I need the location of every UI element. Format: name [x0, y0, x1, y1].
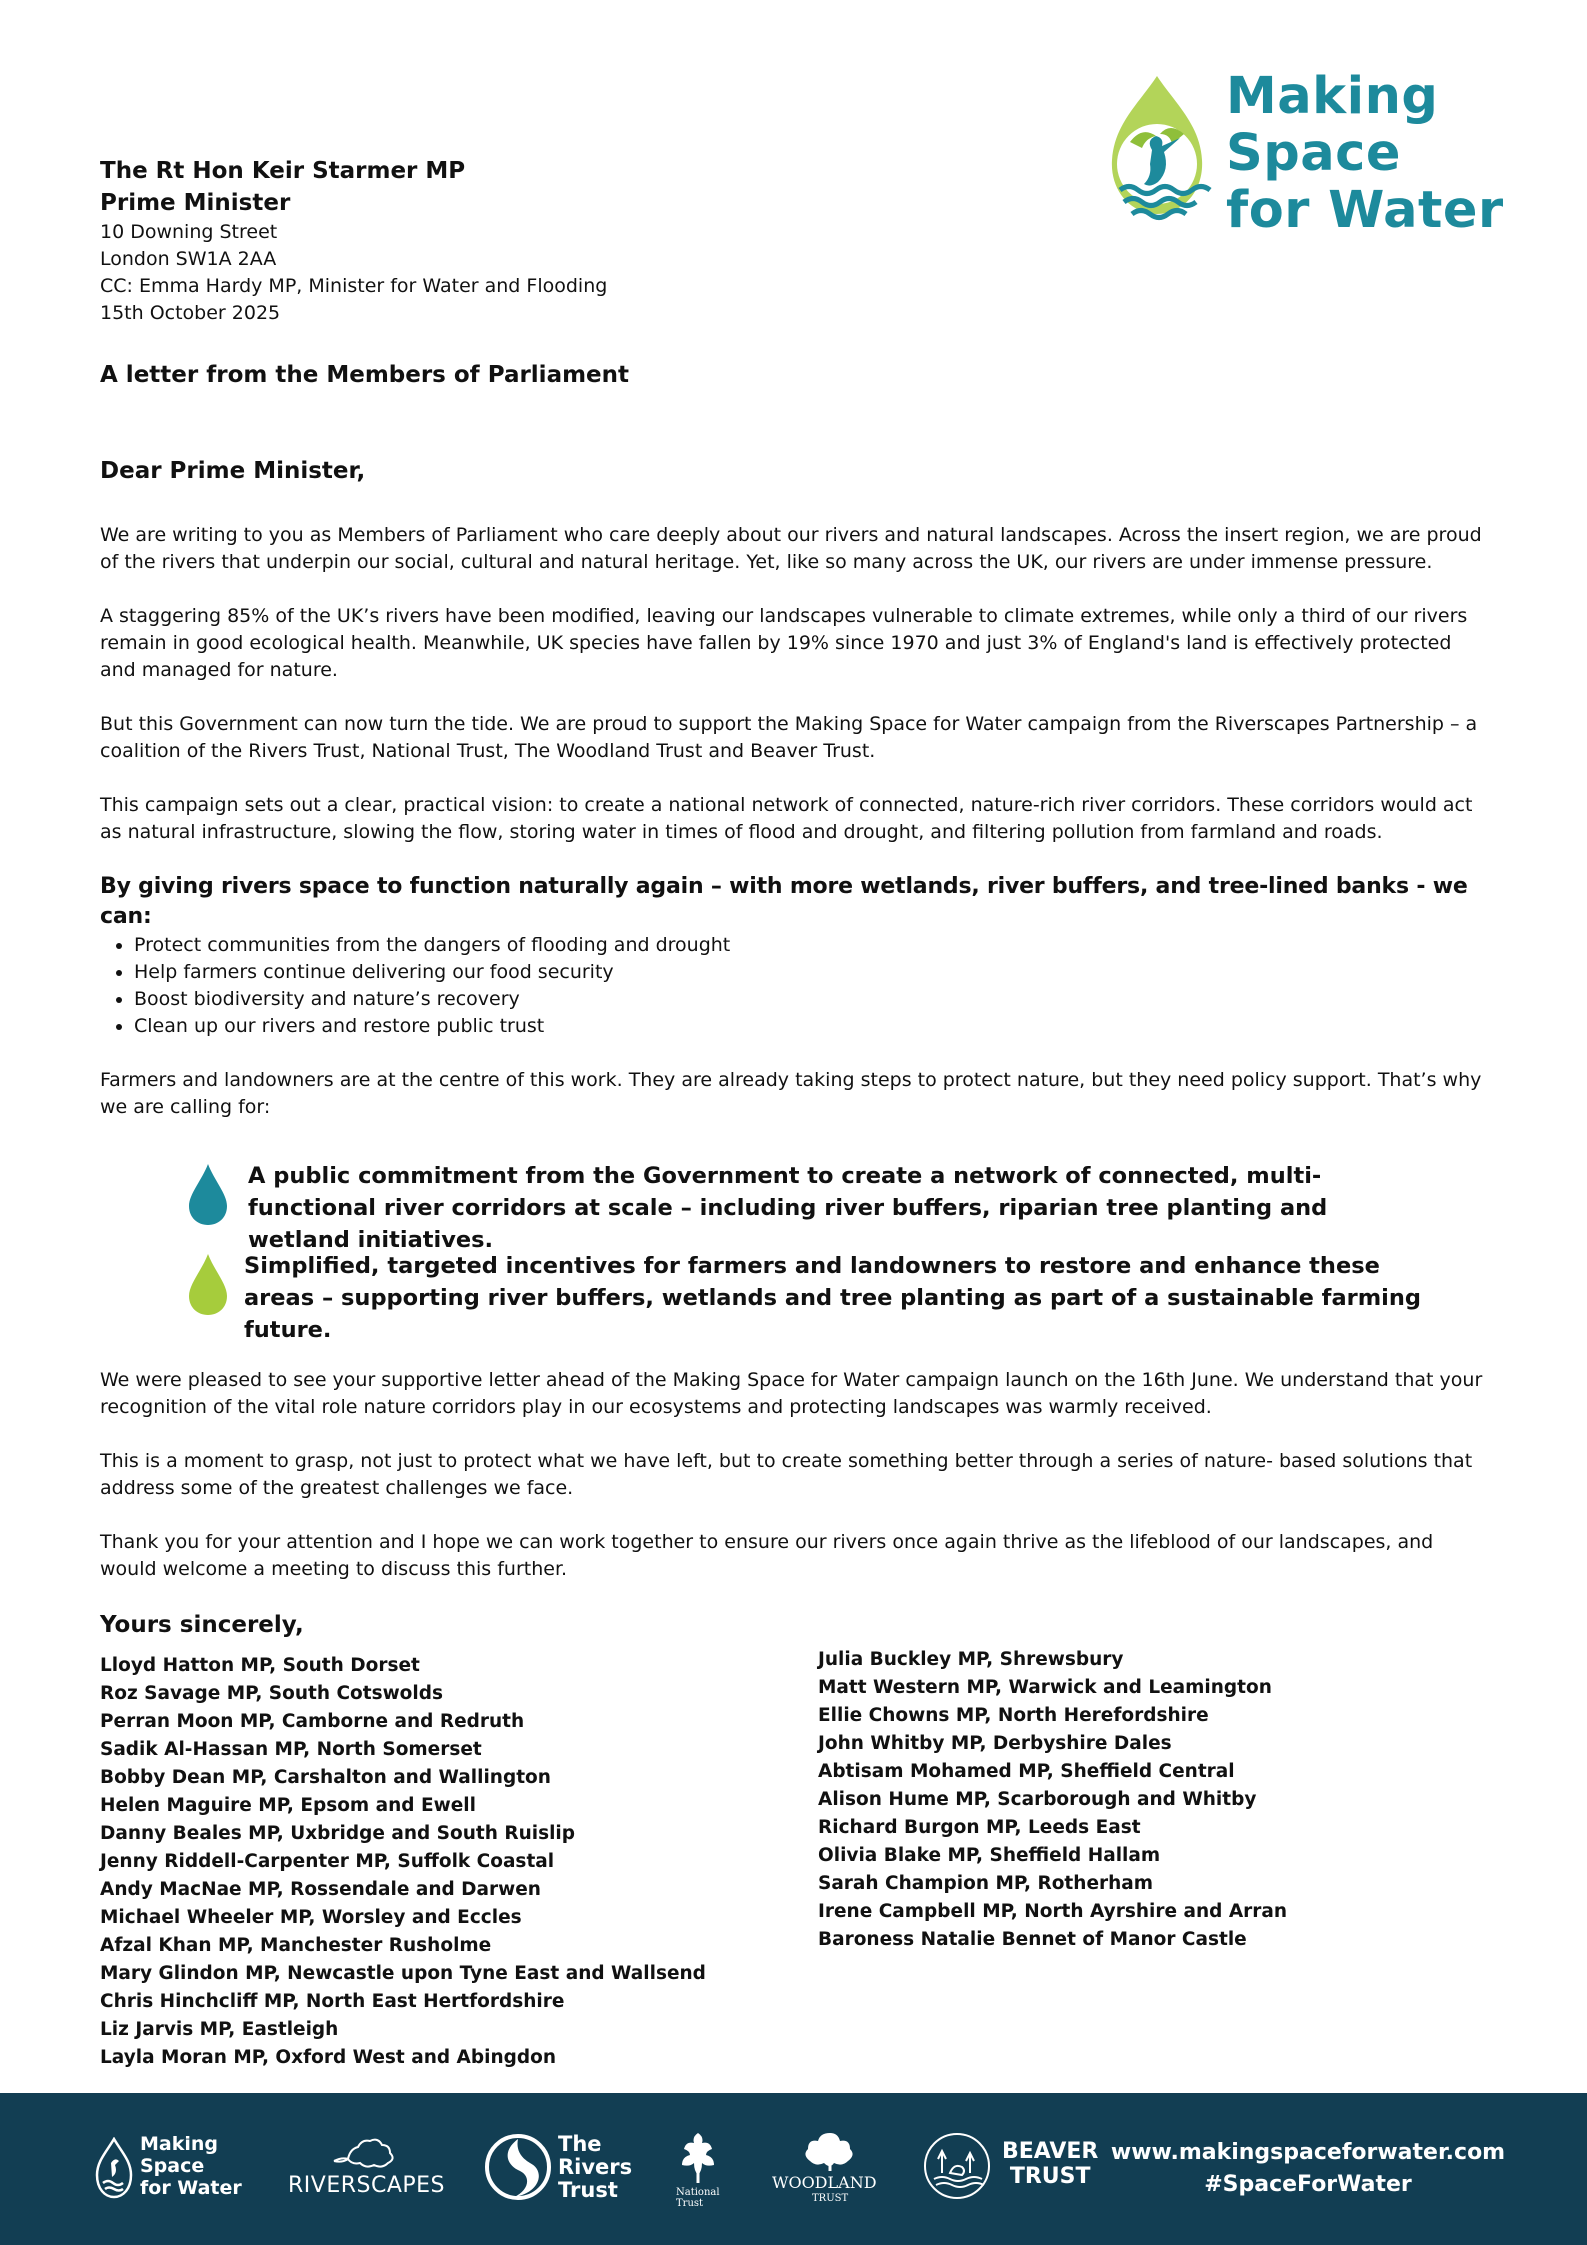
signatory: Liz Jarvis MP, Eastleigh: [100, 2019, 339, 2040]
hashtag: #SpaceForWater: [1204, 2172, 1412, 2197]
logo-text-line: Space: [1226, 124, 1401, 183]
footer-rivers-trust-line: The: [558, 2132, 602, 2156]
beaver-landscape-icon: [922, 2129, 992, 2203]
benefits-list: [100, 932, 730, 1040]
signatory: Baroness Natalie Bennet of Manor Castle: [818, 1929, 1247, 1950]
making-space-for-water-logo: [1100, 62, 1504, 242]
signatory: Olivia Blake MP, Sheffield Hallam: [818, 1845, 1161, 1866]
footer-rivers-trust-logo: [484, 2131, 634, 2205]
signatory: Irene Campbell MP, North Ayrshire and Arran: [818, 1901, 1288, 1922]
signatory: Ellie Chowns MP, North Herefordshire: [818, 1705, 1209, 1726]
body-paragraph: But this Government can now turn the tide. We are proud to support the Making Space for Water campaign from the Riverscapes Partnership – a coalition of the Rivers Trust, National Trust, The Woodland Trust and Beaver Trust.: [100, 713, 1478, 762]
address-line: London SW1A 2AA: [100, 248, 277, 270]
footer-national-trust-text: [676, 2187, 720, 2209]
signatory: Jenny Riddell-Carpenter MP, Suffolk Coastal: [100, 1851, 555, 1872]
signatory: Afzal Khan MP, Manchester Rusholme: [100, 1935, 492, 1956]
footer-woodland-subtext: TRUST: [812, 2193, 849, 2204]
signatory: Richard Burgon MP, Leeds East: [818, 1817, 1141, 1838]
signatory: Lloyd Hatton MP, South Dorset: [100, 1655, 420, 1676]
oak-leaf-icon: [328, 2135, 408, 2171]
signatory: Abtisam Mohamed MP, Sheffield Central: [818, 1761, 1235, 1782]
signatory: Danny Beales MP, Uxbridge and South Ruislip: [100, 1823, 576, 1844]
footer-msw-line: Making: [140, 2133, 219, 2155]
website-link[interactable]: www.makingspaceforwater.com: [1110, 2140, 1506, 2165]
sign-off: Yours sincerely,: [100, 1612, 304, 1638]
footer-rivers-trust-line: Trust: [558, 2178, 618, 2202]
signatories-right-column: [818, 1646, 1287, 1954]
footer-msw-text: [140, 2133, 242, 2199]
footer-msw-logo: [94, 2133, 254, 2203]
footer-beaver-text: [1002, 2139, 1098, 2189]
list-item: • Boost biodiversity and nature’s recovery: [134, 986, 730, 1013]
tree-leaves-icon: [800, 2129, 860, 2171]
signatory: Andy MacNae MP, Rossendale and Darwen: [100, 1879, 541, 1900]
salutation: Dear Prime Minister,: [100, 458, 366, 484]
signatory: Michael Wheeler MP, Worsley and Eccles: [100, 1907, 522, 1928]
body-paragraph: This campaign sets out a clear, practical vision: to create a national network of connected, nature-rich river corridors. These corridors would act as natural infrastructure, slowing the flow, storing water in times of flood and drought, and filtering pollution from farmland and roads.: [100, 794, 1473, 843]
footer-national-trust-logo: [672, 2129, 728, 2209]
body-paragraph: A staggering 85% of the UK’s rivers have been modified, leaving our landscapes vulnerable to climate extremes, while only a third of our rivers remain in good ecological health. Meanwhile, UK species have fallen by 19% since 1970 and just 3% of England's land is effectively protected and managed for nature.: [100, 605, 1468, 681]
signatory: Sarah Champion MP, Rotherham: [818, 1873, 1154, 1894]
signatory: Mary Glindon MP, Newcastle upon Tyne East and Wallsend: [100, 1963, 706, 1984]
recipient-address-block: [100, 155, 1000, 327]
footer-beaver-line: TRUST: [1009, 2164, 1091, 2189]
footer-riverscapes-logo: [288, 2135, 448, 2205]
footer-msw-line: for Water: [140, 2177, 242, 2199]
list-item: • Protect communities from the dangers of flooding and drought: [134, 932, 730, 959]
footer-rivers-trust-line: Rivers: [558, 2155, 633, 2179]
cc-line: CC: Emma Hardy MP, Minister for Water and Flooding: [100, 275, 608, 297]
benefits-subheading: By giving rivers space to function naturally again – with more wetlands, river buffers, and tree-lined banks - we can:: [100, 874, 1468, 929]
body-paragraph: We were pleased to see your supportive letter ahead of the Making Space for Water campaign launch on the 16th June. We understand that your recognition of the vital role nature corridors play in our ecosystems and protecting landscapes was warmly received.: [100, 1369, 1483, 1418]
footer-woodland-text: WOODLAND: [772, 2173, 877, 2192]
signatories-left-column: [100, 1652, 706, 2072]
signatory: Alison Hume MP, Scarborough and Whitby: [818, 1789, 1257, 1810]
body-paragraph: Farmers and landowners are at the centre of this work. They are already taking steps to protect nature, but they need policy support. That’s why we are calling for:: [100, 1069, 1482, 1118]
policy-ask-text: Simplified, targeted incentives for farmers and landowners to restore and enhance these areas – supporting river buffers, wetlands and tree planting as part of a sustainable farming future.: [244, 1253, 1422, 1343]
footer-beaver-line: BEAVER: [1002, 2139, 1099, 2164]
body-paragraph: Thank you for your attention and I hope we can work together to ensure our rivers once again thrive as the lifeblood of our landscapes, and would welcome a meeting to discuss this further.: [100, 1531, 1434, 1580]
logo-text-line: Making: [1226, 67, 1439, 126]
heron-water-drop-icon: [94, 2137, 134, 2201]
footer-rivers-trust-text: [558, 2133, 632, 2202]
footer-woodland-trust-logo: [770, 2129, 890, 2209]
signatory: Layla Moran MP, Oxford West and Abingdon: [100, 2047, 556, 2068]
teal-water-drop-icon: [186, 1162, 230, 1226]
rivers-trust-swirl-icon: [484, 2131, 552, 2203]
letter-date: 15th October 2025: [100, 302, 281, 324]
signatory: Perran Moon MP, Camborne and Redruth: [100, 1711, 525, 1732]
policy-ask-text: A public commitment from the Government to create a network of connected, multi-functional river corridors at scale – including river buffers, riparian tree planting and wetland initiatives.: [248, 1163, 1328, 1253]
recipient-name: The Rt Hon Keir Starmer MP: [100, 158, 466, 184]
green-water-drop-icon: [186, 1252, 230, 1316]
signatory: Roz Savage MP, South Cotswolds: [100, 1683, 443, 1704]
footer-national-trust-line: National: [676, 2187, 720, 2198]
signatory: Helen Maguire MP, Epsom and Ewell: [100, 1795, 476, 1816]
signatory: Matt Western MP, Warwick and Leamington: [818, 1677, 1272, 1698]
heron-water-drop-icon: [1100, 72, 1215, 232]
footer-msw-line: Space: [140, 2155, 205, 2177]
footer-riverscapes-text: RIVERSCAPES: [288, 2173, 446, 2198]
body-paragraph: We are writing to you as Members of Parliament who care deeply about our rivers and natural landscapes. Across the insert region, we are proud of the rivers that underpin our social, cultural and natural heritage. Yet, like so many across the UK, our rivers are under immense pressure.: [100, 524, 1482, 573]
signatory: Sadik Al-Hassan MP, North Somerset: [100, 1739, 482, 1760]
partner-footer: [0, 2093, 1587, 2245]
signatory: Chris Hinchcliff MP, North East Hertfordshire: [100, 1991, 565, 2012]
signatory: Julia Buckley MP, Shrewsbury: [818, 1649, 1124, 1670]
recipient-title: Prime Minister: [100, 190, 291, 216]
list-item: • Help farmers continue delivering our food security: [134, 959, 730, 986]
signatory: Bobby Dean MP, Carshalton and Wallington: [100, 1767, 551, 1788]
body-paragraph: This is a moment to grasp, not just to protect what we have left, but to create something better through a series of nature- based solutions that address some of the greatest challenges we face.: [100, 1450, 1473, 1499]
footer-beaver-trust-logo: [922, 2129, 1102, 2209]
signatory: John Whitby MP, Derbyshire Dales: [818, 1733, 1172, 1754]
footer-national-trust-line: Trust: [676, 2198, 704, 2209]
logo-text-line: for Water: [1226, 181, 1504, 240]
list-item: • Clean up our rivers and restore public trust: [134, 1013, 730, 1040]
footer-web-block: [1108, 2137, 1508, 2201]
logo-text: [1226, 68, 1504, 239]
oak-leaf-icon: [674, 2129, 722, 2185]
letter-heading: A letter from the Members of Parliament: [100, 362, 630, 388]
address-line: 10 Downing Street: [100, 221, 278, 243]
